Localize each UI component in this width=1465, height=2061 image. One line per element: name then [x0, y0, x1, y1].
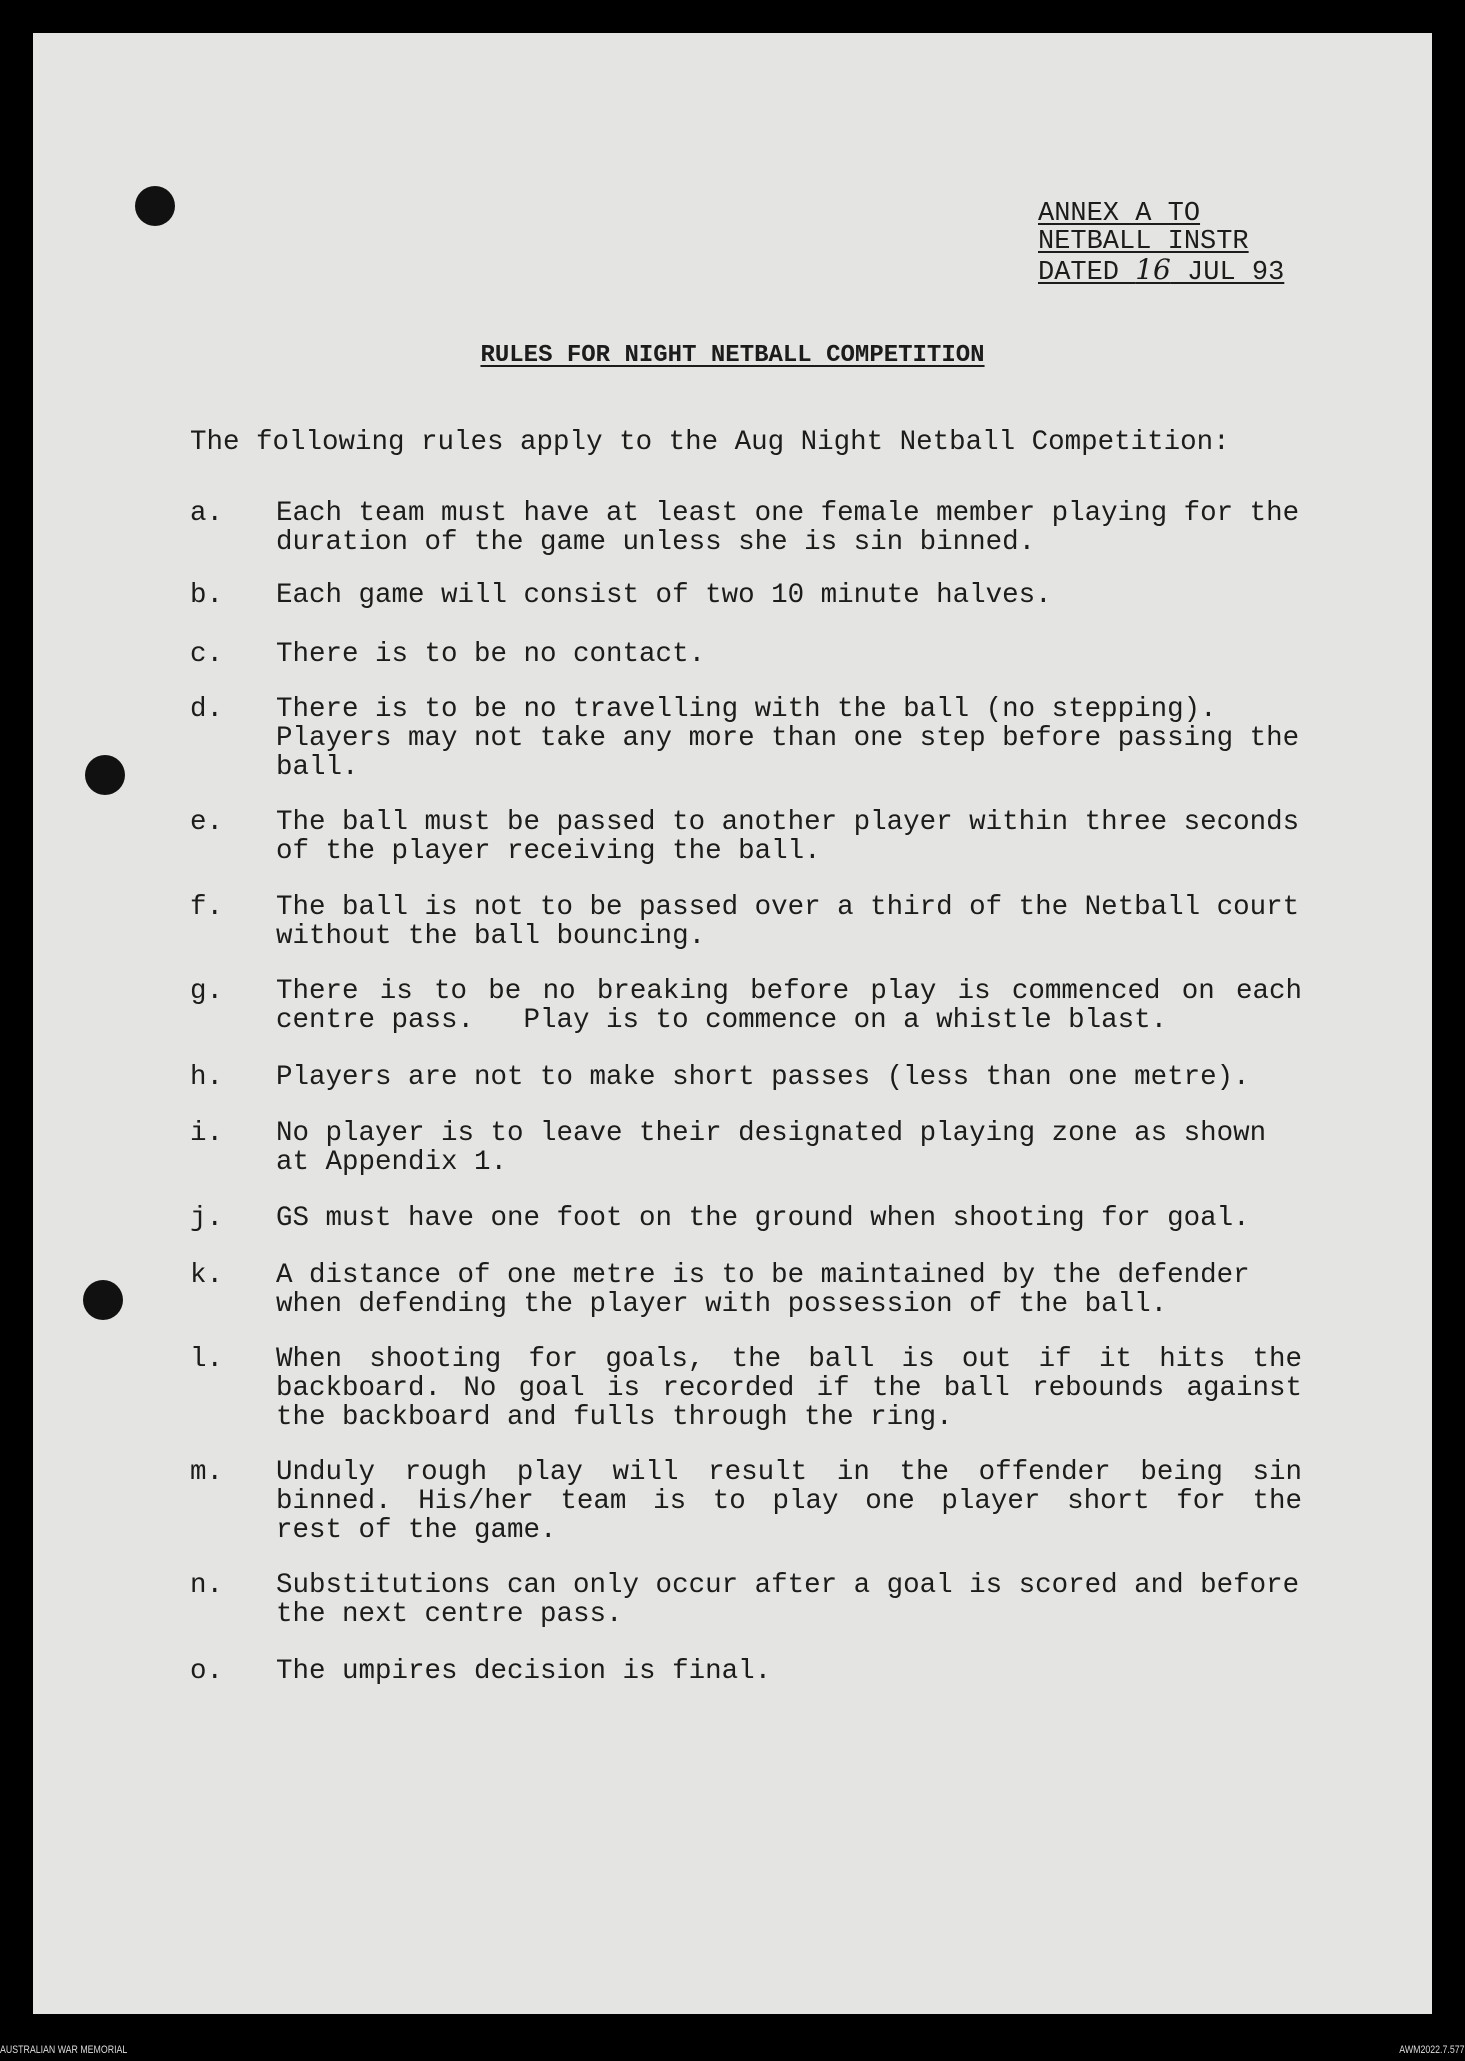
rule-label: k. — [190, 1260, 224, 1291]
date-suffix: JUL 93 — [1170, 258, 1285, 288]
rule-text-line: of the player receiving the ball. — [276, 836, 821, 867]
punch-hole — [85, 755, 125, 795]
punch-hole — [83, 1280, 123, 1320]
rule-item — [190, 893, 1302, 951]
annex-line: ANNEX A TO — [1038, 199, 1201, 229]
rule-label: l. — [190, 1344, 224, 1375]
annex-date-line — [1038, 253, 1285, 288]
rule-text-line: when defending the player with possession of the ball. — [276, 1289, 1168, 1320]
rule-label: e. — [190, 807, 224, 838]
rule-label: h. — [190, 1062, 224, 1093]
rule-text-line: binned. His/her team is to play one player short for the — [276, 1486, 1302, 1517]
punch-hole — [135, 186, 175, 226]
intro-text: The following rules apply to the Aug Night Netball Competition: — [190, 427, 1230, 458]
rule-text-line: A distance of one metre is to be maintained by the defender — [276, 1260, 1250, 1291]
rule-text-line: centre pass. Play is to commence on a whistle blast. — [276, 1005, 1168, 1036]
rule-item — [190, 1063, 1302, 1092]
rule-text-line: There is to be no contact. — [276, 639, 706, 670]
rule-item — [190, 640, 1302, 669]
rule-label: a. — [190, 498, 224, 529]
rule-text-line: without the ball bouncing. — [276, 921, 706, 952]
rule-text-line: duration of the game unless she is sin binned. — [276, 527, 1036, 558]
rule-item — [190, 499, 1302, 557]
rule-text-line: Each game will consist of two 10 minute halves. — [276, 580, 1052, 611]
rule-label: d. — [190, 694, 224, 725]
annex-line: NETBALL INSTR — [1038, 227, 1249, 257]
rule-item — [190, 1458, 1302, 1545]
rule-label: g. — [190, 976, 224, 1007]
rule-text-line: ball. — [276, 752, 359, 783]
rule-text-line: Players are not to make short passes (less than one metre). — [276, 1062, 1250, 1093]
rule-item — [190, 581, 1302, 610]
rule-text-line: The ball is not to be passed over a third of the Netball court — [276, 892, 1300, 923]
rule-item — [190, 1571, 1302, 1629]
rule-label: o. — [190, 1656, 224, 1687]
rule-item — [190, 977, 1302, 1035]
rule-text-line: The ball must be passed to another player within three seconds — [276, 807, 1300, 838]
rule-label: b. — [190, 580, 224, 611]
rule-label: c. — [190, 639, 224, 670]
rule-label: i. — [190, 1118, 224, 1149]
handwritten-day: 16 — [1135, 253, 1171, 286]
rule-text-line: Substitutions can only occur after a goal is scored and before — [276, 1570, 1300, 1601]
rule-text-line: Each team must have at least one female member playing for the — [276, 498, 1300, 529]
rule-text-line: There is to be no breaking before play is commenced on each — [276, 976, 1302, 1007]
rule-text-line: GS must have one foot on the ground when shooting for goal. — [276, 1203, 1250, 1234]
rule-item — [190, 808, 1302, 866]
rule-label: n. — [190, 1570, 224, 1601]
rule-text-line: at Appendix 1. — [276, 1147, 508, 1178]
rule-text-line: There is to be no travelling with the ball (no stepping). — [276, 694, 1217, 725]
rule-item — [190, 1345, 1302, 1432]
rule-text-line: When shooting for goals, the ball is out if it hits the — [276, 1344, 1302, 1375]
rule-item — [190, 1657, 1302, 1686]
rule-text-line: No player is to leave their designated playing zone as shown — [276, 1118, 1267, 1149]
footer-institution: AUSTRALIAN WAR MEMORIAL — [0, 2044, 128, 2056]
footer-accession: AWM2022.7.577 — [1399, 2044, 1465, 2056]
rule-item — [190, 1261, 1302, 1319]
page-title: RULES FOR NIGHT NETBALL COMPETITION — [480, 342, 985, 369]
rule-text-line: the backboard and fulls through the ring. — [276, 1402, 953, 1433]
date-prefix: DATED — [1038, 258, 1136, 288]
rule-label: m. — [190, 1457, 224, 1488]
rule-item — [190, 695, 1302, 782]
rule-item — [190, 1204, 1302, 1233]
rule-text-line: rest of the game. — [276, 1515, 557, 1546]
rule-text-line: Players may not take any more than one step before passing the — [276, 723, 1300, 754]
rule-text-line: backboard. No goal is recorded if the ball rebounds against — [276, 1373, 1302, 1404]
annex-reference — [1038, 200, 1284, 287]
rule-label: f. — [190, 892, 224, 923]
rule-text-line: the next centre pass. — [276, 1599, 623, 1630]
rule-item — [190, 1119, 1302, 1177]
rule-text-line: Unduly rough play will result in the offender being sin — [276, 1457, 1302, 1488]
rule-label: j. — [190, 1203, 224, 1234]
rule-text-line: The umpires decision is final. — [276, 1656, 772, 1687]
